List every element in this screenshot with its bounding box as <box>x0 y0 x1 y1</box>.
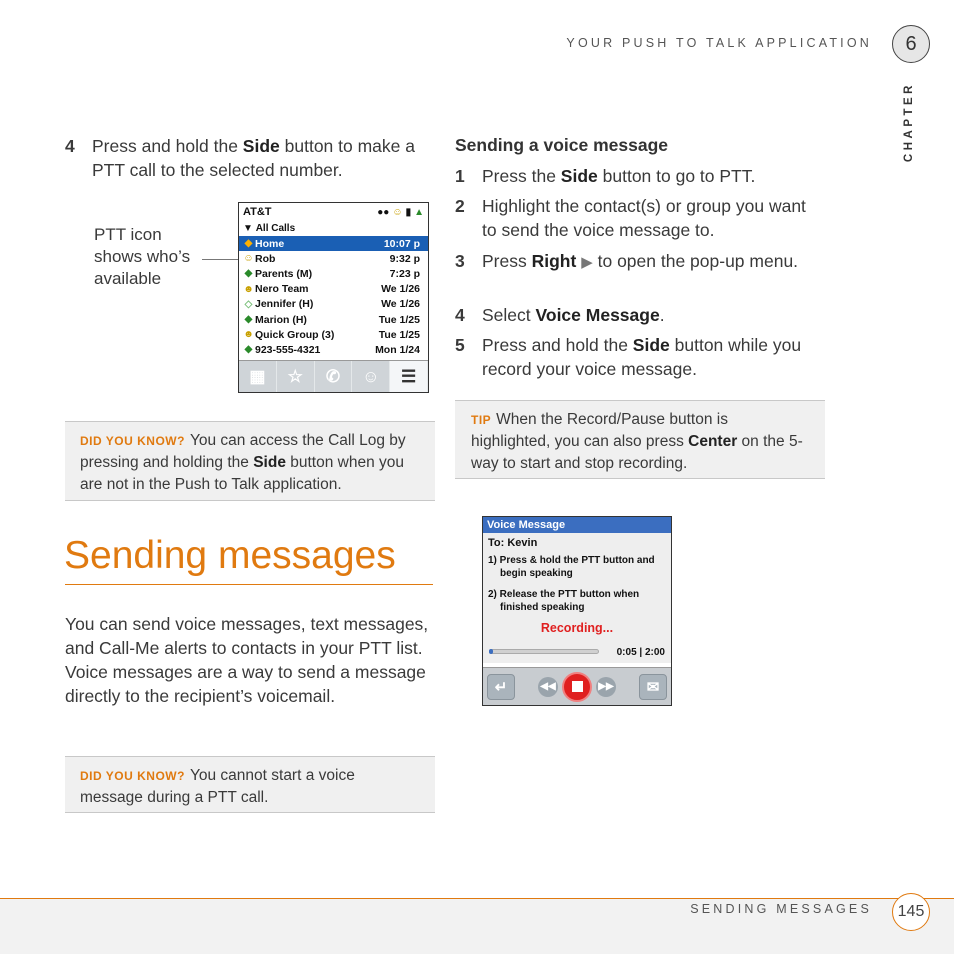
section-rule <box>65 584 433 585</box>
call-log-time: 9:32 p <box>389 252 420 265</box>
ptt-icon-callout: PTT icon shows who’s available <box>94 225 191 288</box>
ptt-face-icon: ☺ <box>243 253 254 265</box>
call-log-time: Mon 1/24 <box>375 343 420 356</box>
call-log-name: Rob <box>255 252 276 265</box>
green-diamond-icon: ◆ <box>244 314 253 326</box>
call-log-row <box>239 312 428 327</box>
running-header: YOUR PUSH TO TALK APPLICATION <box>566 36 872 50</box>
tip-box: TIP When the Record/Pause button is highlighted, you can also press Center on the 5-way to start and stop recording. <box>455 400 825 479</box>
voice-screen-body <box>483 533 671 663</box>
call-log-time: We 1/26 <box>381 283 420 296</box>
call-filter: ▼ All Calls <box>243 223 296 234</box>
battery-icon: ▮ <box>405 206 412 218</box>
subsection-heading: Sending a voice message <box>455 135 669 155</box>
call-log-row <box>239 327 428 342</box>
did-you-know-box-1: DID YOU KNOW? You can access the Call Log by pressing and holding the Side button when you are not in the Push to Talk application. <box>65 421 435 501</box>
footer-rule <box>0 898 954 899</box>
send-envelope-icon: ✉ <box>639 674 667 700</box>
step-4-left <box>65 134 435 182</box>
call-log-time: Tue 1/25 <box>378 328 420 341</box>
step-number: 4 <box>65 136 75 156</box>
call-log-name: Parents (M) <box>255 267 313 280</box>
step-text: Press and hold the Side button to make a PTT call to the selected number. <box>92 136 415 180</box>
did-you-know-box-2: DID YOU KNOW? You cannot start a voice message during a PTT call. <box>65 756 435 813</box>
ptt-status-icon: ☺ <box>392 206 403 218</box>
did-you-know-tag: DID YOU KNOW? <box>80 434 185 448</box>
voice-screen-title: Voice Message <box>483 517 671 533</box>
call-log-row <box>239 342 428 357</box>
recipient-label: To: Kevin <box>488 537 538 549</box>
call-log-name: Quick Group (3) <box>255 328 335 341</box>
call-log-time: 7:23 p <box>389 267 420 280</box>
ptt-group-icon: ☻ <box>243 329 254 341</box>
signal-icon: ▲ <box>414 206 424 218</box>
running-footer: SENDING MESSAGES <box>690 902 872 916</box>
call-log-name: Nero Team <box>255 283 309 296</box>
step-1: 1 Press the Side button to go to PTT. <box>455 166 756 186</box>
fast-forward-icon: ▶▶ <box>596 677 616 697</box>
call-log-list <box>239 236 428 358</box>
call-log-time: 10:07 p <box>383 237 420 250</box>
voice-toolbar <box>483 667 671 705</box>
callout-line <box>202 259 240 260</box>
dialpad-icon: ▦ <box>239 361 277 392</box>
chapter-number-badge: 6 <box>892 25 930 63</box>
status-icons <box>377 207 424 218</box>
playback-controls <box>538 672 616 702</box>
voice-message-screenshot <box>482 516 672 706</box>
step-5: 5 Press and hold the Side button while you record your voice message. <box>455 335 802 379</box>
recording-status: Recording... <box>540 621 614 635</box>
ptt-group-icon: ☻ <box>243 283 254 295</box>
status-bar <box>239 203 428 221</box>
rewind-icon: ◀◀ <box>538 677 558 697</box>
call-log-row <box>239 251 428 266</box>
instruction-2: 2) Release the PTT button when finished speaking <box>488 589 640 613</box>
did-you-know-tag: DID YOU KNOW? <box>80 769 185 783</box>
instruction-1: 1) Press & hold the PTT button and begin speaking <box>488 555 655 579</box>
chapter-label: CHAPTER <box>903 82 915 163</box>
bottom-toolbar <box>239 360 428 392</box>
call-log-screenshot <box>238 202 429 393</box>
call-log-name: Home <box>255 237 285 250</box>
call-log-row <box>239 266 428 281</box>
stop-record-icon <box>562 672 592 702</box>
favorites-icon: ☆ <box>277 361 315 392</box>
orange-diamond-icon: ◆ <box>244 238 253 250</box>
step-3: 3 Press Right ▶ to open the pop-up menu. <box>455 251 799 271</box>
section-title: Sending messages <box>64 534 396 577</box>
call-log-name: Jennifer (H) <box>255 298 314 311</box>
body-paragraph: You can send voice messages, text messages, and Call-Me alerts to contacts in your PTT list. Voice messages are a way to send a message directly to the recipient’s voicemail. <box>65 614 429 706</box>
voicemail-icon: ●● <box>377 206 390 218</box>
step-2: 2 Highlight the contact(s) or group you want to send the voice message to. <box>455 196 806 240</box>
back-icon: ↵ <box>487 674 515 700</box>
call-log-row <box>239 236 428 251</box>
call-log-time: Tue 1/25 <box>378 313 420 326</box>
recording-time: 0:05 | 2:00 <box>616 647 665 658</box>
green-diamond-icon: ◆ <box>244 344 253 356</box>
contacts-icon: ☺ <box>352 361 390 392</box>
call-log-time: We 1/26 <box>381 298 420 311</box>
page-number: 145 <box>892 893 930 931</box>
right-arrow-icon: ▶ <box>581 254 593 271</box>
call-log-name: Marion (H) <box>255 313 307 326</box>
green-diamond-icon: ◆ <box>244 268 253 280</box>
call-log-row <box>239 282 428 297</box>
tip-tag: TIP <box>471 413 492 427</box>
call-log-name: 923-555-4321 <box>255 343 321 356</box>
carrier-label: AT&T <box>243 206 272 218</box>
dropdown-arrow-icon: ▼ <box>243 223 256 234</box>
recording-progress-bar <box>489 645 599 657</box>
call-log-icon: ☰ <box>390 361 428 392</box>
call-log-row <box>239 297 428 312</box>
light-diamond-icon: ◇ <box>244 298 253 310</box>
step-4: 4 Select Voice Message. <box>455 305 665 325</box>
phone-icon: ✆ <box>315 361 353 392</box>
